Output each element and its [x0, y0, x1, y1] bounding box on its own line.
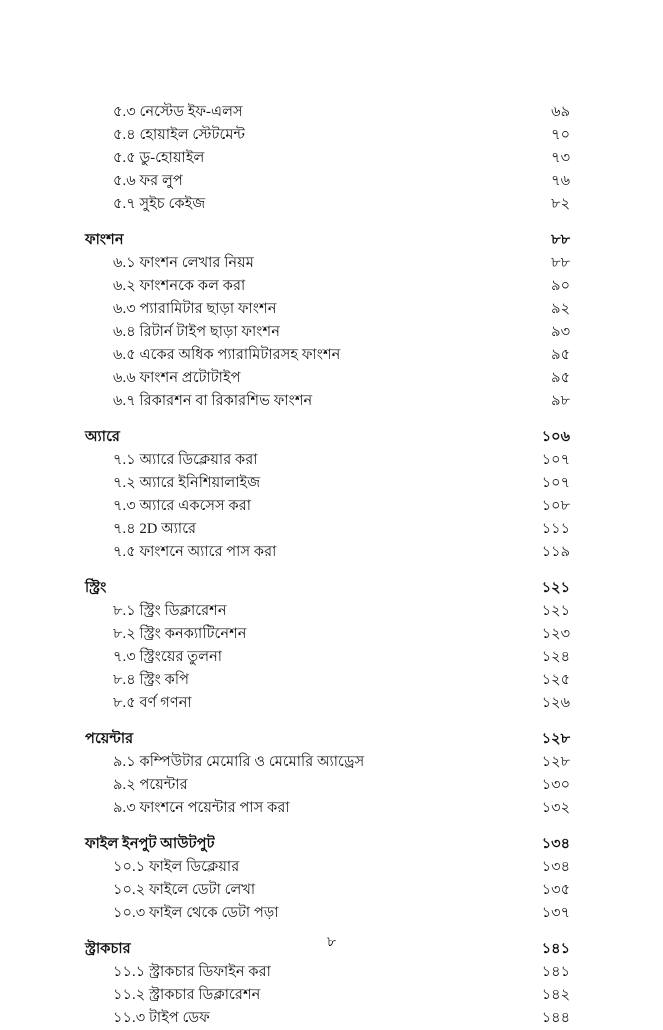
toc-entry-row[interactable] [85, 275, 570, 298]
toc-page-number: ১৩৭ [541, 905, 570, 921]
toc-entry-row[interactable] [85, 856, 570, 879]
toc-entry-row[interactable] [85, 147, 570, 170]
toc-entry-row[interactable] [85, 1007, 570, 1030]
toc-page-number: ১২৮ [541, 754, 570, 770]
toc-page-number: ৭৬ [551, 173, 570, 189]
toc-entry-row[interactable] [85, 669, 570, 692]
toc-entry-row[interactable] [85, 495, 570, 518]
toc-entry-title: ১০.৩ ফাইল থেকে ডেটা পড়া [113, 905, 279, 921]
toc-page-number: ১৩২ [541, 800, 570, 816]
toc-entry-title: ৫.৩ নেস্টেড ইফ-এলস [113, 104, 243, 120]
toc-entry-row[interactable] [85, 984, 570, 1007]
toc-page-number: ৬৯ [551, 104, 570, 120]
toc-page-number: ১০৭ [541, 475, 570, 491]
toc-entry-title: ৮.৪ স্ট্রিং কপি [113, 672, 190, 688]
toc-page-number: ১০৬ [541, 429, 570, 445]
toc-entry-row[interactable] [85, 902, 570, 925]
toc-page-number: ১৩৪ [541, 859, 570, 875]
toc-entry-row[interactable] [85, 449, 570, 472]
toc-entry-title: ১১.৩ টাইপ ডেফ [113, 1010, 210, 1026]
toc-page-number: ১২১ [541, 580, 570, 596]
toc-entry-row[interactable] [85, 623, 570, 646]
toc-entry-title: ৬.২ ফাংশনকে কল করা [113, 278, 246, 294]
toc-entry-title: ৬.৬ ফাংশন প্রটোটাইপ [113, 370, 241, 386]
toc-entry-title: ৭.৩ স্ট্রিংয়ের তুলনা [113, 649, 223, 665]
toc-page-number: ১২৬ [541, 695, 570, 711]
toc-page-number: ৯৫ [551, 347, 570, 363]
toc-entry-list [85, 101, 570, 1030]
toc-entry-row[interactable] [85, 751, 570, 774]
toc-entry-row[interactable] [85, 298, 570, 321]
toc-entry-row[interactable] [85, 879, 570, 902]
toc-page-number: ৯৮ [551, 393, 570, 409]
toc-section-title: ফাংশন [85, 232, 124, 248]
toc-entry-title: ১০.২ ফাইলে ডেটা লেখা [113, 882, 256, 898]
toc-entry-row[interactable] [85, 367, 570, 390]
toc-page-number: ১২৩ [541, 626, 570, 642]
toc-page-number: ১৪১ [541, 941, 570, 957]
toc-page-number: ১৪১ [541, 964, 570, 980]
toc-entry-row[interactable] [85, 321, 570, 344]
toc-entry-row[interactable] [85, 344, 570, 367]
toc-page-number: ১৩৫ [541, 882, 570, 898]
toc-entry-title: ৫.৬ ফর লুপ [113, 173, 183, 189]
toc-entry-title: ৮.১ স্ট্রিং ডিক্লারেশন [113, 603, 227, 619]
toc-page-number: ১২৪ [541, 649, 570, 665]
toc-entry-title: ৬.৩ প্যারামিটার ছাড়া ফাংশন [113, 301, 277, 317]
toc-entry-title: ৫.৭ সুইচ কেইজ [113, 196, 206, 212]
toc-entry-title: ৬.৭ রিকারশন বা রিকারশিভ ফাংশন [113, 393, 313, 409]
toc-entry-row[interactable] [85, 774, 570, 797]
toc-page-number: ১১৯ [541, 544, 570, 560]
toc-page-number: ১২১ [541, 603, 570, 619]
toc-section-title: স্ট্রিং [85, 580, 107, 596]
toc-entry-title: ১০.১ ফাইল ডিক্লেয়ার [113, 859, 240, 875]
toc-entry-title: ১১.২ স্ট্রাকচার ডিক্লারেশন [113, 987, 261, 1003]
toc-entry-title: ১১.১ স্ট্রাকচার ডিফাইন করা [113, 964, 271, 980]
toc-entry-title: ৬.১ ফাংশন লেখার নিয়ম [113, 255, 254, 271]
toc-section-title: অ্যারে [85, 429, 120, 445]
toc-section-title: স্ট্রাকচার [85, 941, 131, 957]
toc-section-row[interactable] [85, 832, 570, 856]
toc-entry-row[interactable] [85, 541, 570, 564]
toc-page-number: ৯২ [551, 301, 570, 317]
toc-page-number: ৯৩ [551, 324, 570, 340]
toc-entry-title: ৮.৫ বর্ণ গণনা [113, 695, 192, 711]
toc-entry-row[interactable] [85, 961, 570, 984]
toc-entry-row[interactable] [85, 797, 570, 820]
toc-section-row[interactable] [85, 576, 570, 600]
toc-page-number: ১৩০ [541, 777, 570, 793]
toc-page-number: ৮৮ [551, 232, 570, 248]
toc-entry-row[interactable] [85, 390, 570, 413]
toc-entry-title: ৯.৩ ফাংশনে পয়েন্টার পাস করা [113, 800, 290, 816]
toc-page-number: ১৩৪ [541, 836, 570, 852]
toc-entry-row[interactable] [85, 124, 570, 147]
toc-page-number: ৭০ [551, 127, 570, 143]
toc-page-number: ৮২ [551, 196, 570, 212]
toc-entry-row[interactable] [85, 646, 570, 669]
toc-entry-row[interactable] [85, 101, 570, 124]
toc-page-number: ৭৩ [551, 150, 570, 166]
toc-entry-title: ৭.৩ অ্যারে একসেস করা [113, 498, 252, 514]
toc-page-number: ১৪২ [541, 987, 570, 1003]
toc-entry-row[interactable] [85, 600, 570, 623]
toc-entry-title: ৫.৪ হোয়াইল স্টেটমেন্ট [113, 127, 246, 143]
toc-entry-row[interactable] [85, 472, 570, 495]
toc-page-number: ১২৮ [541, 731, 570, 747]
toc-entry-title: ৭.৫ ফাংশনে অ্যারে পাস করা [113, 544, 277, 560]
toc-page-number: ৮৮ [551, 255, 570, 271]
toc-page-number: ১২৫ [541, 672, 570, 688]
toc-entry-title: ৯.২ পয়েন্টার [113, 777, 188, 793]
toc-entry-row[interactable] [85, 252, 570, 275]
toc-section-row[interactable] [85, 425, 570, 449]
toc-section-row[interactable] [85, 228, 570, 252]
toc-entry-row[interactable] [85, 692, 570, 715]
toc-entry-title: ৯.১ কম্পিউটার মেমোরি ও মেমোরি অ্যাড্রেস [113, 754, 365, 770]
toc-page-number: ৯৫ [551, 370, 570, 386]
toc-entry-title: ৬.৪ রিটার্ন টাইপ ছাড়া ফাংশন [113, 324, 280, 340]
toc-entry-row[interactable] [85, 518, 570, 541]
toc-section-row[interactable] [85, 727, 570, 751]
page-folio-number: ৮ [326, 935, 337, 950]
toc-entry-title: ৬.৫ একের অধিক প্যারামিটারসহ ফাংশন [113, 347, 341, 363]
toc-entry-title: ৫.৫ ডু-হোয়াইল [113, 150, 205, 166]
toc-entry-row[interactable] [85, 193, 570, 216]
toc-page-number: ১৪৪ [541, 1010, 570, 1026]
toc-entry-title: ৮.২ স্ট্রিং কনক্যাটিনেশন [113, 626, 247, 642]
toc-page-number: ১০৮ [541, 498, 570, 514]
toc-page-number: ৯০ [551, 278, 570, 294]
toc-entry-title: ৭.২ অ্যারে ইনিশিয়ালাইজ [113, 475, 261, 491]
toc-entry-title: ৭.৪ 2D অ্যারে [113, 521, 197, 537]
toc-page-number: ১১১ [541, 521, 570, 537]
toc-entry-row[interactable] [85, 170, 570, 193]
toc-entry-title: ৭.১ অ্যারে ডিক্লেয়ার করা [113, 452, 258, 468]
toc-section-title: পয়েন্টার [85, 731, 134, 747]
toc-section-title: ফাইল ইনপুট আউটপুট [85, 836, 215, 852]
toc-page-number: ১০৭ [541, 452, 570, 468]
